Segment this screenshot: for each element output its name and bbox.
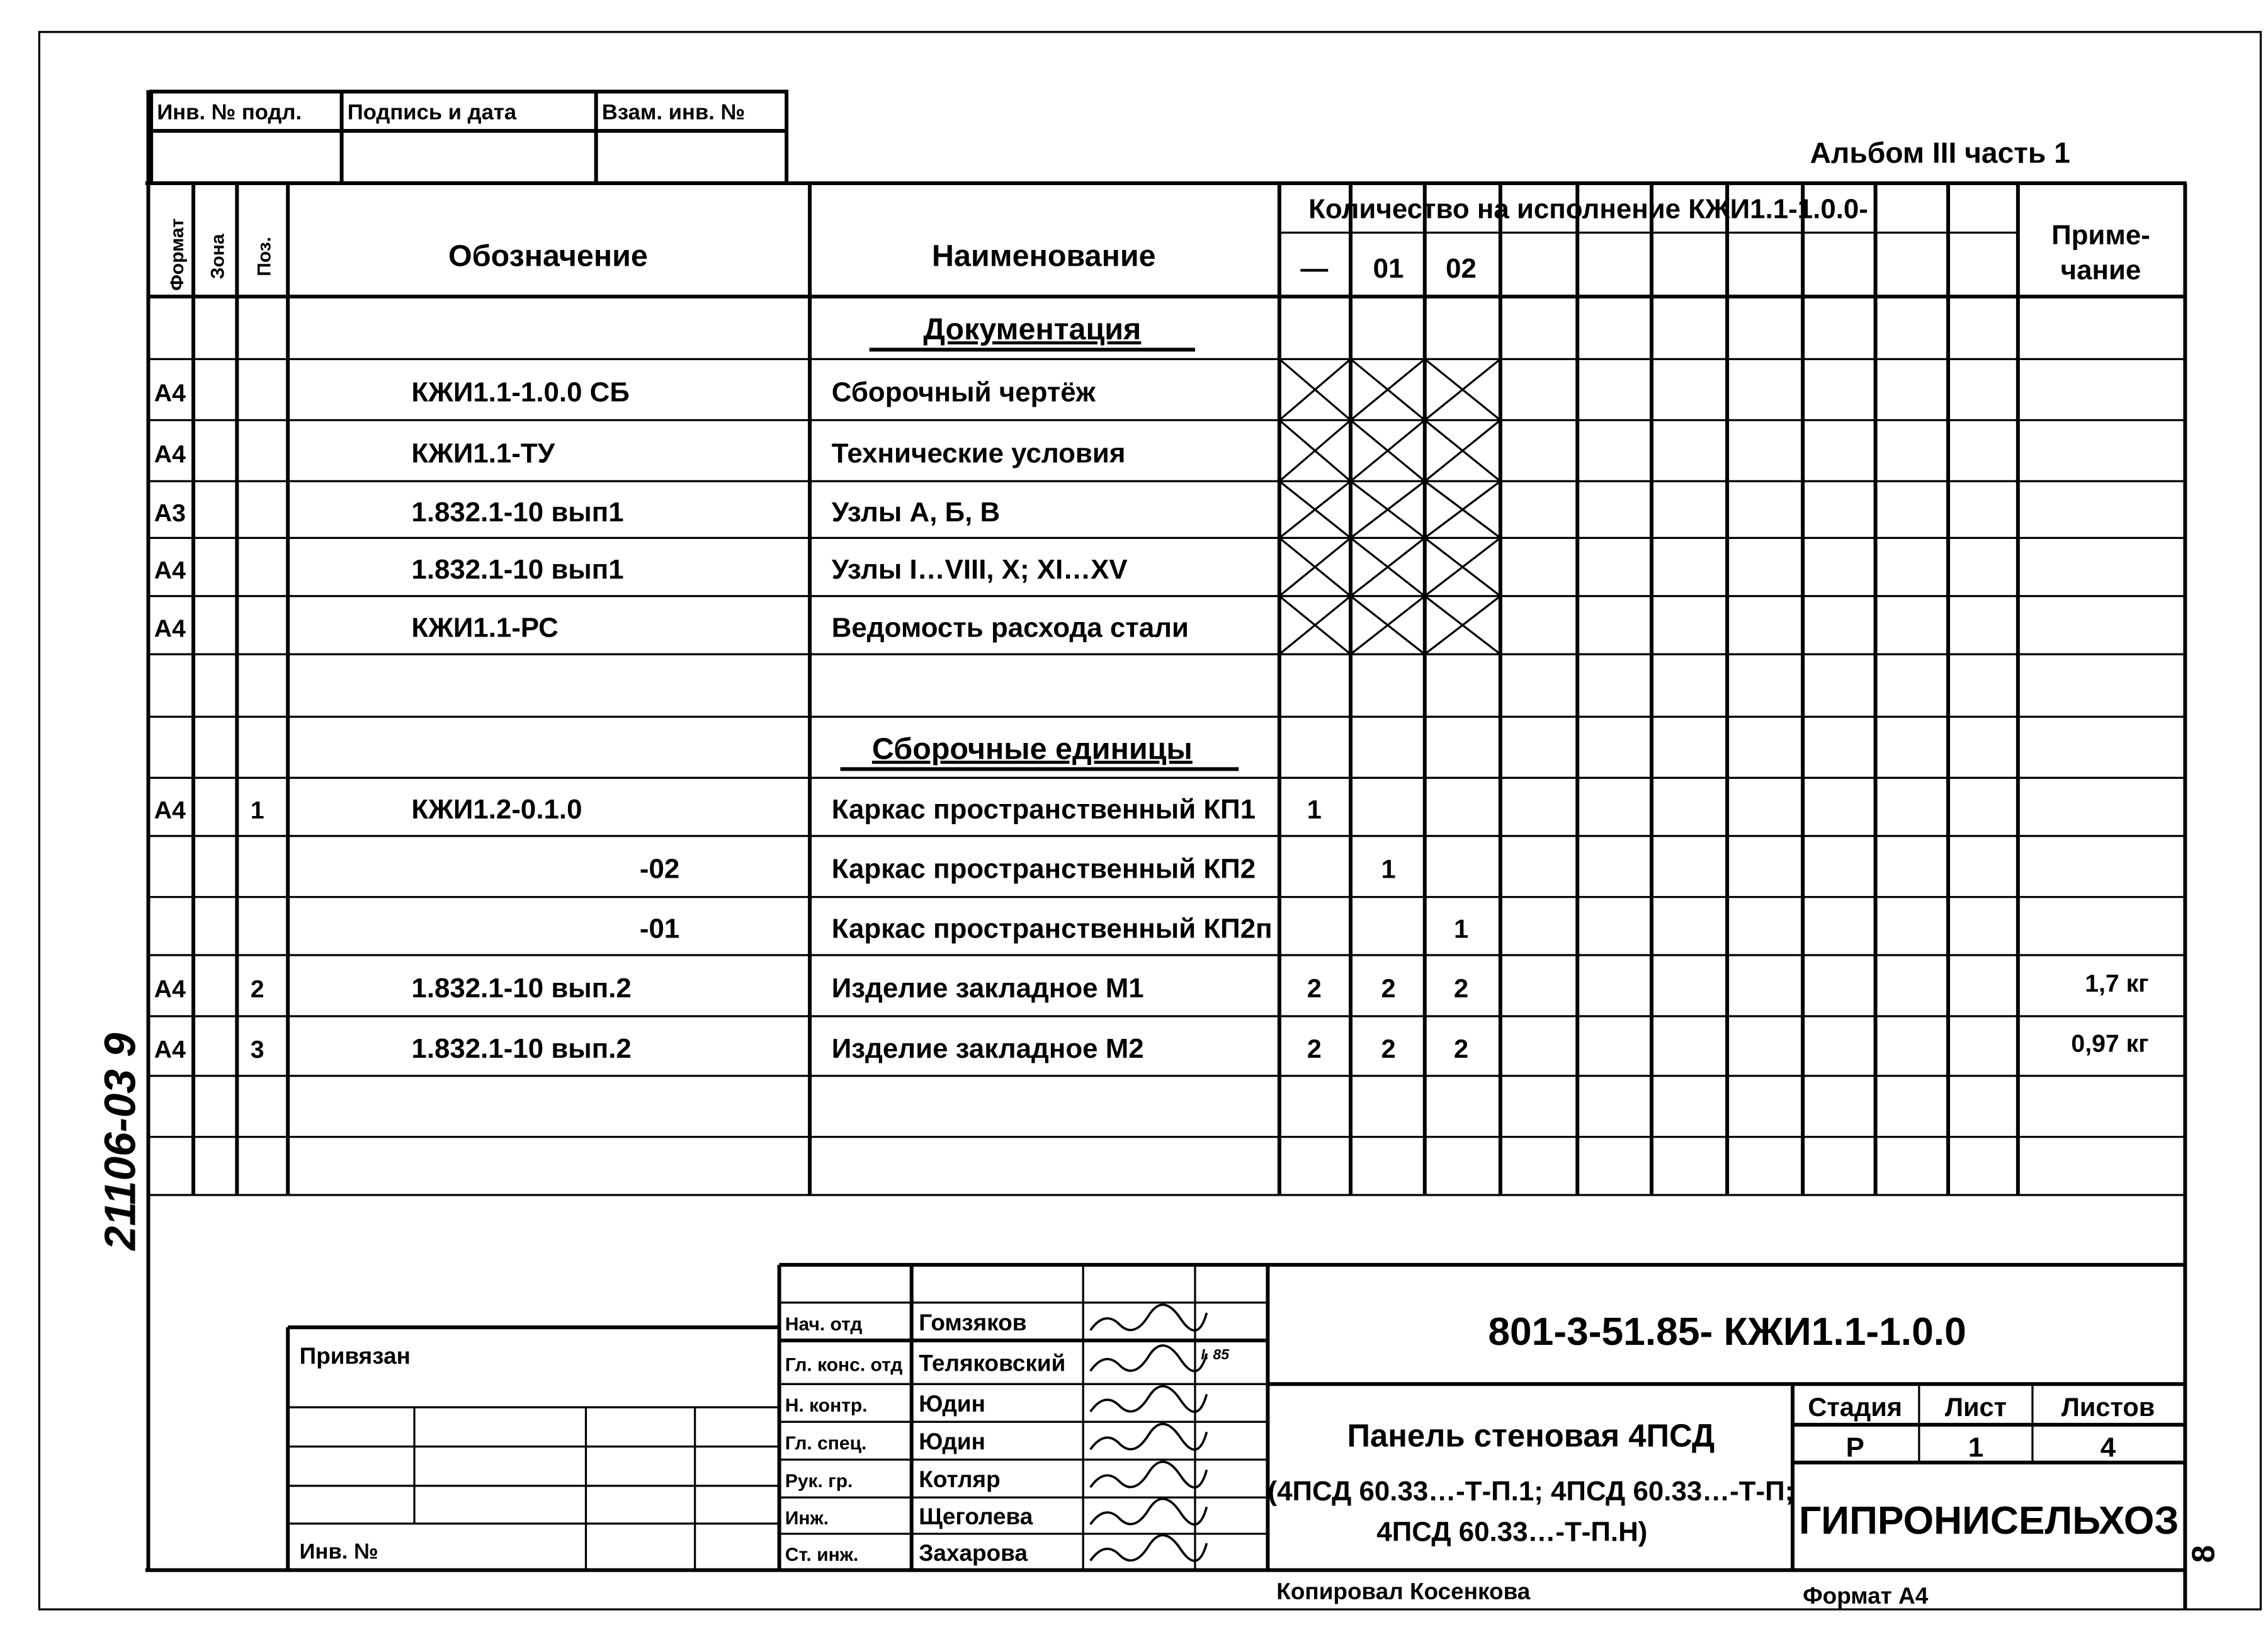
cell-format: А4	[154, 440, 186, 468]
header-variant-02: 02	[1446, 253, 1477, 285]
role-label: Нач. отд	[785, 1313, 863, 1335]
podpis-data-label: Подпись и дата	[347, 100, 517, 125]
person-name: Теляковский	[919, 1350, 1066, 1376]
table-row	[154, 420, 1500, 481]
table-row	[154, 970, 2149, 1004]
cell-oboznachenie: КЖИ1.2-0.1.0	[411, 793, 582, 825]
table-row	[154, 794, 1322, 825]
header-variant-01: 01	[1373, 253, 1404, 285]
person-name: Юдин	[919, 1391, 985, 1417]
cell-poz: 3	[250, 1035, 264, 1063]
cell-quantity: 2	[1381, 1033, 1396, 1063]
signature-row	[785, 1462, 1207, 1492]
cell-naimenovanie: Изделие закладное М1	[831, 973, 1144, 1004]
handwritten-signature	[1091, 1499, 1207, 1525]
organization-name: ГИПРОНИСЕЛЬХОЗ	[1798, 1499, 2179, 1543]
cell-quantity: 2	[1307, 1033, 1322, 1063]
signature-row	[785, 1424, 1207, 1454]
privyazan-block	[288, 1327, 779, 1570]
handwritten-signature	[1091, 1305, 1207, 1330]
header-oboznachenie: Обозначение	[448, 239, 648, 273]
cell-naimenovanie: Каркас пространственный КП1	[831, 793, 1256, 825]
role-label: Гл. спец.	[785, 1433, 867, 1454]
cell-quantity: 2	[1307, 973, 1322, 1004]
cell-oboznachenie: КЖИ1.1-ТУ	[411, 438, 555, 469]
header-format: Формат	[166, 218, 188, 291]
stage-value: Р	[1846, 1432, 1864, 1463]
section-heading: Сборочные единицы	[871, 732, 1193, 766]
table-row	[640, 913, 1468, 944]
header-variant-base: —	[1300, 253, 1329, 285]
cell-primechanie: 1,7 кг	[2085, 969, 2149, 997]
title-block	[780, 1265, 2186, 1570]
table-row	[154, 1030, 2149, 1064]
document-code: 801-3-51.85- КЖИ1.1-1.0.0	[1488, 1310, 1966, 1354]
cell-oboznachenie: КЖИ1.1-1.0.0 СБ	[411, 377, 630, 408]
table-row	[870, 312, 1195, 349]
cell-naimenovanie: Узлы А, Б, В	[831, 496, 1001, 528]
cell-quantity: 1	[1453, 914, 1469, 944]
handwritten-signature	[1091, 1424, 1207, 1450]
cell-primechanie: 0,97 кг	[2071, 1029, 2149, 1058]
main-frame	[145, 90, 2187, 1609]
sheet-value: 1	[1968, 1432, 1984, 1463]
cell-quantity: 2	[1453, 1033, 1469, 1063]
top-stamp	[151, 91, 786, 183]
handwritten-signature	[1091, 1345, 1207, 1371]
cell-oboznachenie: -01	[639, 913, 680, 944]
header-kolichestvo: Количество на исполнение КЖИ1.1-1.0.0-	[1308, 193, 1868, 225]
stage-label: Стадия	[1808, 1392, 1903, 1422]
cell-oboznachenie: 1.832.1-10 вып.2	[411, 1033, 632, 1064]
cell-format: А4	[154, 379, 186, 407]
signature-row	[785, 1305, 1207, 1335]
signature-row	[785, 1535, 1207, 1565]
person-name: Гомзяков	[919, 1309, 1027, 1335]
cell-oboznachenie: -02	[639, 853, 680, 885]
vzam-inv-label: Взам. инв. №	[601, 100, 746, 125]
cell-oboznachenie: 1.832.1-10 вып.2	[411, 973, 632, 1004]
sheets-value: 4	[2100, 1432, 2116, 1463]
sheets-label: Листов	[2061, 1392, 2155, 1422]
cell-naimenovanie: Ведомость расхода стали	[831, 612, 1189, 643]
handwritten-signature	[1091, 1386, 1207, 1412]
table-row	[154, 596, 1500, 654]
person-name: Щеголева	[919, 1504, 1033, 1530]
sign-date: I. 85	[1201, 1345, 1230, 1362]
format-label: Формат А4	[1803, 1582, 1929, 1609]
section-heading: Документация	[923, 312, 1142, 347]
title-line-2: (4ПСД 60.33…-Т-П.1; 4ПСД 60.33…-Т-П;	[1267, 1475, 1795, 1507]
cell-quantity: 1	[1381, 854, 1396, 884]
cell-format: А4	[154, 975, 186, 1004]
role-label: Гл. конс. отд	[785, 1354, 903, 1376]
cell-quantity: 2	[1453, 973, 1469, 1004]
cell-oboznachenie: 1.832.1-10 вып1	[411, 554, 624, 586]
side-number: 21106-03 9	[95, 1033, 145, 1250]
role-label: Ст. инж.	[785, 1544, 859, 1565]
cell-poz: 1	[250, 796, 264, 825]
person-name: Захарова	[919, 1539, 1028, 1566]
cell-naimenovanie: Узлы I…VIII, X; XI…XV	[831, 554, 1128, 586]
role-label: Н. контр.	[785, 1395, 868, 1417]
header-poz: Поз.	[254, 236, 275, 276]
header-zona: Зона	[207, 234, 229, 280]
signature-row	[785, 1345, 1230, 1376]
cell-naimenovanie: Каркас пространственный КП2	[831, 853, 1256, 885]
spec-table-body	[149, 183, 2186, 1195]
table-row	[154, 538, 1500, 596]
cell-format: А4	[154, 557, 186, 585]
title-line-1: Панель стеновая 4ПСД	[1347, 1417, 1715, 1454]
cell-naimenovanie: Технические условия	[831, 438, 1126, 469]
table-row	[154, 359, 1500, 420]
cell-quantity: 2	[1381, 973, 1396, 1004]
copied-by: Копировал Косенкова	[1276, 1578, 1531, 1604]
person-name: Юдин	[919, 1429, 985, 1455]
cell-oboznachenie: 1.832.1-10 вып1	[411, 496, 624, 528]
album-label: Альбом III часть 1	[1810, 136, 2070, 169]
table-row	[640, 854, 1396, 885]
role-label: Инж.	[785, 1508, 829, 1529]
cell-format: А4	[154, 615, 186, 643]
header-primechanie-2: чание	[2060, 254, 2141, 286]
cell-naimenovanie: Сборочный чертёж	[831, 377, 1096, 408]
signature-row	[785, 1386, 1207, 1417]
person-name: Котляр	[919, 1466, 1001, 1493]
header-primechanie-1: Приме-	[2051, 219, 2150, 251]
cell-format: А4	[154, 1035, 186, 1063]
signature-row	[785, 1499, 1207, 1529]
corner-number: 8	[2185, 1544, 2221, 1563]
sheet-label: Лист	[1944, 1392, 2007, 1422]
cell-format: А3	[154, 499, 186, 527]
cell-naimenovanie: Каркас пространственный КП2п	[831, 913, 1273, 944]
title-line-3: 4ПСД 60.33…-Т-П.Н)	[1376, 1516, 1648, 1548]
cell-naimenovanie: Изделие закладное М2	[831, 1033, 1144, 1064]
inv-podl-label: Инв. № подл.	[157, 100, 302, 125]
handwritten-signature	[1091, 1535, 1207, 1561]
cell-format: А4	[154, 796, 186, 825]
privyazan-label: Привязан	[299, 1342, 411, 1369]
spec-header	[149, 193, 2186, 297]
handwritten-signature	[1091, 1462, 1207, 1488]
role-label: Рук. гр.	[785, 1471, 853, 1492]
cell-poz: 2	[250, 975, 264, 1004]
table-row	[841, 732, 1239, 769]
cell-oboznachenie: КЖИ1.1-РС	[411, 612, 558, 643]
privyazan-inv-label: Инв. №	[299, 1539, 378, 1564]
cell-quantity: 1	[1307, 794, 1322, 825]
header-naimenovanie: Наименование	[932, 239, 1156, 273]
table-row	[154, 481, 1500, 538]
